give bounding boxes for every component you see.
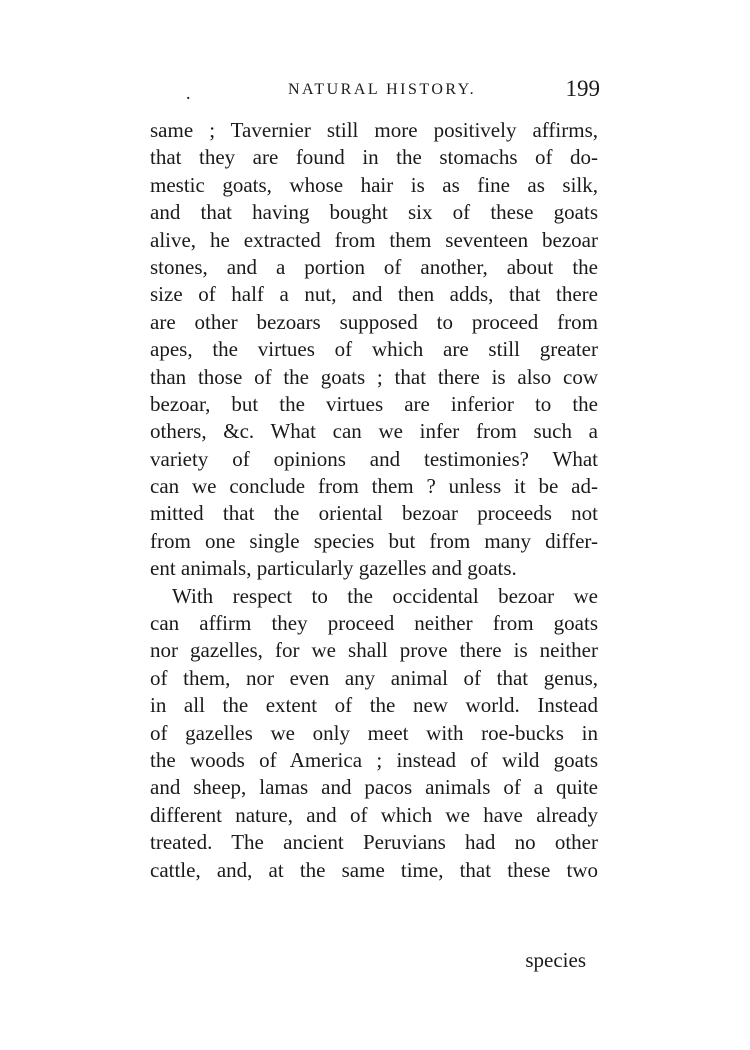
text-line: and that having bought six of these goats — [150, 200, 598, 225]
text-line: the woods of America ; instead of wild goats — [150, 747, 598, 772]
text-line: in all the extent of the new world. Instead — [150, 693, 598, 718]
page-header — [150, 76, 602, 108]
catchword: species — [525, 948, 586, 972]
text-line: are other bezoars supposed to proceed from — [150, 309, 598, 334]
text-line: from one single species but from many differ- — [150, 528, 598, 553]
text-line: ent animals, particularly gazelles and goats. — [150, 556, 517, 581]
text-line: treated. The ancient Peruvians had no other — [150, 830, 598, 855]
text-line: of gazelles we only meet with roe-bucks in — [150, 720, 598, 745]
text-line: cattle, and, at the same time, that these two — [150, 857, 598, 882]
page-number: 199 — [565, 76, 600, 101]
text-line: and sheep, lamas and pacos animals of a quite — [150, 775, 598, 800]
text-line: alive, he extracted from them seventeen bezoar — [150, 227, 598, 252]
text-line: than those of the goats ; that there is also cow — [150, 364, 598, 389]
header-dot: . — [186, 83, 191, 103]
text-line: that they are found in the stomachs of do- — [150, 145, 598, 170]
text-line: size of half a nut, and then adds, that there — [150, 282, 598, 307]
text-line: mestic goats, whose hair is as fine as silk, — [150, 172, 598, 197]
body-text — [150, 117, 598, 884]
text-line: bezoar, but the virtues are inferior to the — [150, 391, 598, 416]
text-line: apes, the virtues of which are still greater — [150, 337, 598, 362]
text-line: mitted that the oriental bezoar proceeds not — [150, 501, 598, 526]
text-line: nor gazelles, for we shall prove there is neither — [150, 638, 598, 663]
text-line: same ; Tavernier still more positively affirms, — [150, 118, 598, 142]
text-line: can affirm they proceed neither from goats — [150, 611, 598, 636]
text-line: stones, and a portion of another, about the — [150, 254, 598, 279]
text-line: different nature, and of which we have already — [150, 802, 598, 827]
text-line: others, &c. What can we infer from such a — [150, 419, 598, 444]
text-line: of them, nor even any animal of that genus, — [150, 665, 598, 690]
running-title: NATURAL HISTORY. — [288, 81, 477, 98]
text-line: With respect to the occidental bezoar we — [172, 583, 598, 608]
text-line: variety of opinions and testimonies? What — [150, 446, 598, 471]
text-line: can we conclude from them ? unless it be ad- — [150, 474, 598, 499]
